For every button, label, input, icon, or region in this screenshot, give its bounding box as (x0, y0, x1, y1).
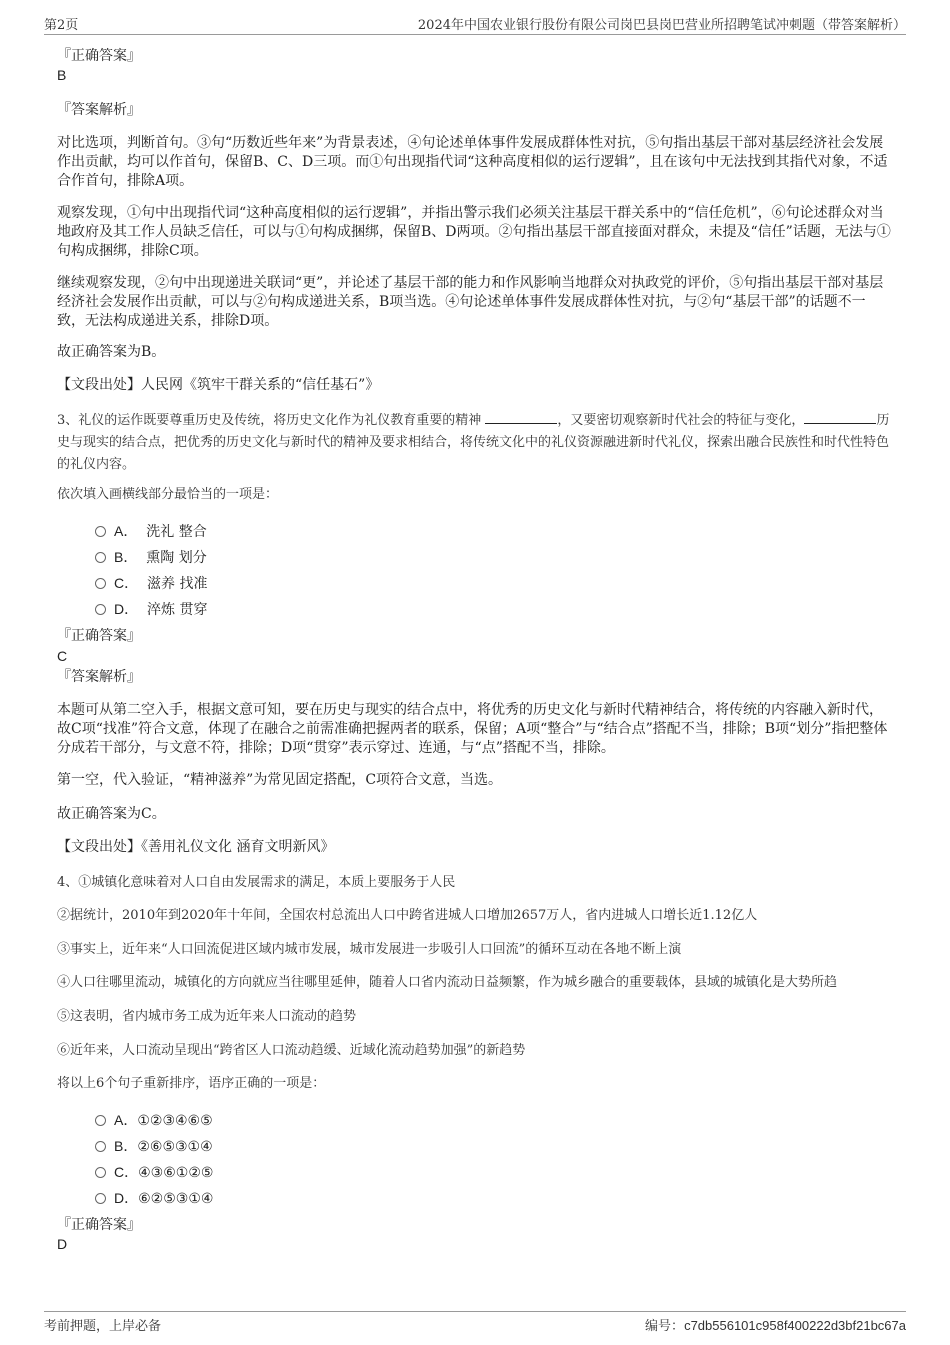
question-sentence: ③事实上，近年来“人口回流促进区域内城市发展，城市发展进一步吸引人口回流”的循环互动在各地不断上演 (57, 942, 682, 957)
question-sentence: ⑤这表明，省内城市务工成为近年来人口流动的趋势 (57, 1009, 357, 1024)
analysis-label: 『答案解析』 (57, 102, 141, 118)
analysis-paragraph: 对比选项，判断首句。③句“历数近些年来”为背景表述，④句论述单体事件发展成群体性对抗，⑤句指出基层干部对基层经济社会发展作出贡献，均可以作首句，保留B、C、D三项。而①句出现指代词“这种高度相似的运行逻辑”，且在该句中无法找到其指代对象，不适合作首句，排除A项。 (57, 135, 888, 189)
source-citation: 【文段出处】人民网《筑牢干群关系的“信任基石”》 (57, 377, 380, 393)
radio-button[interactable] (95, 552, 106, 563)
page-footer (44, 1311, 906, 1335)
page-header (44, 14, 906, 35)
radio-button[interactable] (95, 1141, 106, 1152)
answer-label: 『正确答案』 (57, 628, 141, 644)
correct-answer: D (57, 1236, 68, 1252)
fill-blank (485, 410, 557, 424)
analysis-paragraph: 观察发现，①句中出现指代词“这种高度相似的运行逻辑”，并指出警示我们必须关注基层干群关系中的“信任危机”，⑥句论述群众对当地政府及其工作人员缺乏信任，可以与①句构成捆绑，保留B、D两项。②句指出基层干部直接面对群众，未提及“信任”话题，无法与①句构成捆绑，排除C项。 (57, 205, 891, 259)
question-stem: 3、礼仪的运作既要尊重历史及传统，将历史文化作为礼仪教育重要的精神 ，又要密切观察新时代社会的特征与变化， 历史与现实的结合点，把优秀的历史文化与新时代的精神及要求相结合，将传统文化中的礼仪资源融进新时代礼仪，探索出融合民族性和时代性特色的礼仪内容。 (57, 410, 893, 476)
analysis-paragraph: 继续观察发现，②句中出现递进关联词“更”，并论述了基层干部的能力和作风影响当地群众对执政党的评价，⑤句指出基层干部对基层经济社会发展作出贡献，可以与②句构成递进关系，B项当选。④句论述单体事件发展成群体性对抗，与②句“基层干部”的话题不一致，无法构成递进关系，排除D项。 (57, 275, 884, 329)
correct-answer: C (57, 648, 68, 664)
radio-button[interactable] (95, 526, 106, 537)
radio-button[interactable] (95, 1193, 106, 1204)
radio-button[interactable] (95, 578, 106, 589)
source-citation: 【文段出处】《善用礼仪文化 涵育文明新风》 (57, 839, 335, 855)
analysis-paragraph: 第一空，代入验证，“精神滋养”为常见固定搭配，C项符合文意，当选。 (57, 772, 503, 788)
question-sentence: ⑥近年来，人口流动呈现出“跨省区人口流动趋缓、近域化流动趋势加强”的新趋势 (57, 1043, 526, 1058)
answer-label: 『正确答案』 (57, 48, 141, 64)
question-sentence: ②据统计，2010年到2020年十年间，全国农村总流出人口中跨省进城人口增加2657万人，省内进城人口增长近1.12亿人 (57, 908, 758, 923)
option-b[interactable]: B． 熏陶 划分 (95, 548, 207, 568)
analysis-conclusion: 故正确答案为C。 (57, 806, 166, 822)
question-sentence: ④人口往哪里流动，城镇化的方向就应当往哪里延伸，随着人口省内流动日益频繁，作为城乡融合的重要载体，县域的城镇化是大势所趋 (57, 975, 838, 990)
analysis-conclusion: 故正确答案为B。 (57, 344, 166, 360)
document-code: 编号：c7db556101c958f400222d3bf21bc67a (645, 1318, 906, 1334)
option-c[interactable]: C．④③⑥①②⑤ (95, 1163, 213, 1183)
question-prompt: 依次填入画横线部分最恰当的一项是： (57, 487, 279, 502)
analysis-label: 『答案解析』 (57, 669, 141, 685)
option-c[interactable]: C． 滋养 找准 (95, 574, 207, 594)
option-b[interactable]: B．②⑥⑤③①④ (95, 1137, 213, 1157)
correct-answer: B (57, 67, 67, 83)
analysis-paragraph: 本题可从第二空入手，根据文意可知，要在历史与现实的结合点中，将优秀的历史文化与新时代精神结合，将传统的内容融入新时代，故C项“找准”符合文意，体现了在融合之前需准确把握两者的联系，保留；A项“整合”与“结合点”搭配不当，排除；B项“划分”指把整体分成若干部分，与文意不符，排除；D项“贯穿”表示穿过、连通，与“点”搭配不当，排除。 (57, 702, 888, 756)
option-d[interactable]: D．⑥②⑤③①④ (95, 1189, 213, 1209)
radio-button[interactable] (95, 1167, 106, 1178)
page-number: 第2页 (44, 18, 79, 33)
option-a[interactable]: A． 洗礼 整合 (95, 522, 207, 542)
question-prompt: 将以上6个句子重新排序，语序正确的一项是： (57, 1076, 326, 1091)
radio-button[interactable] (95, 604, 106, 615)
fill-blank (804, 410, 876, 424)
option-a[interactable]: A．①②③④⑥⑤ (95, 1111, 213, 1131)
answer-label: 『正确答案』 (57, 1217, 141, 1233)
question-sentence: 4、①城镇化意味着对人口自由发展需求的满足，本质上要服务于人民 (57, 875, 456, 890)
document-title: 2024年中国农业银行股份有限公司岗巴县岗巴营业所招聘笔试冲刺题（带答案解析） (417, 18, 906, 33)
radio-button[interactable] (95, 1115, 106, 1126)
footer-slogan: 考前押题，上岸必备 (44, 1319, 162, 1334)
option-d[interactable]: D． 淬炼 贯穿 (95, 600, 207, 620)
